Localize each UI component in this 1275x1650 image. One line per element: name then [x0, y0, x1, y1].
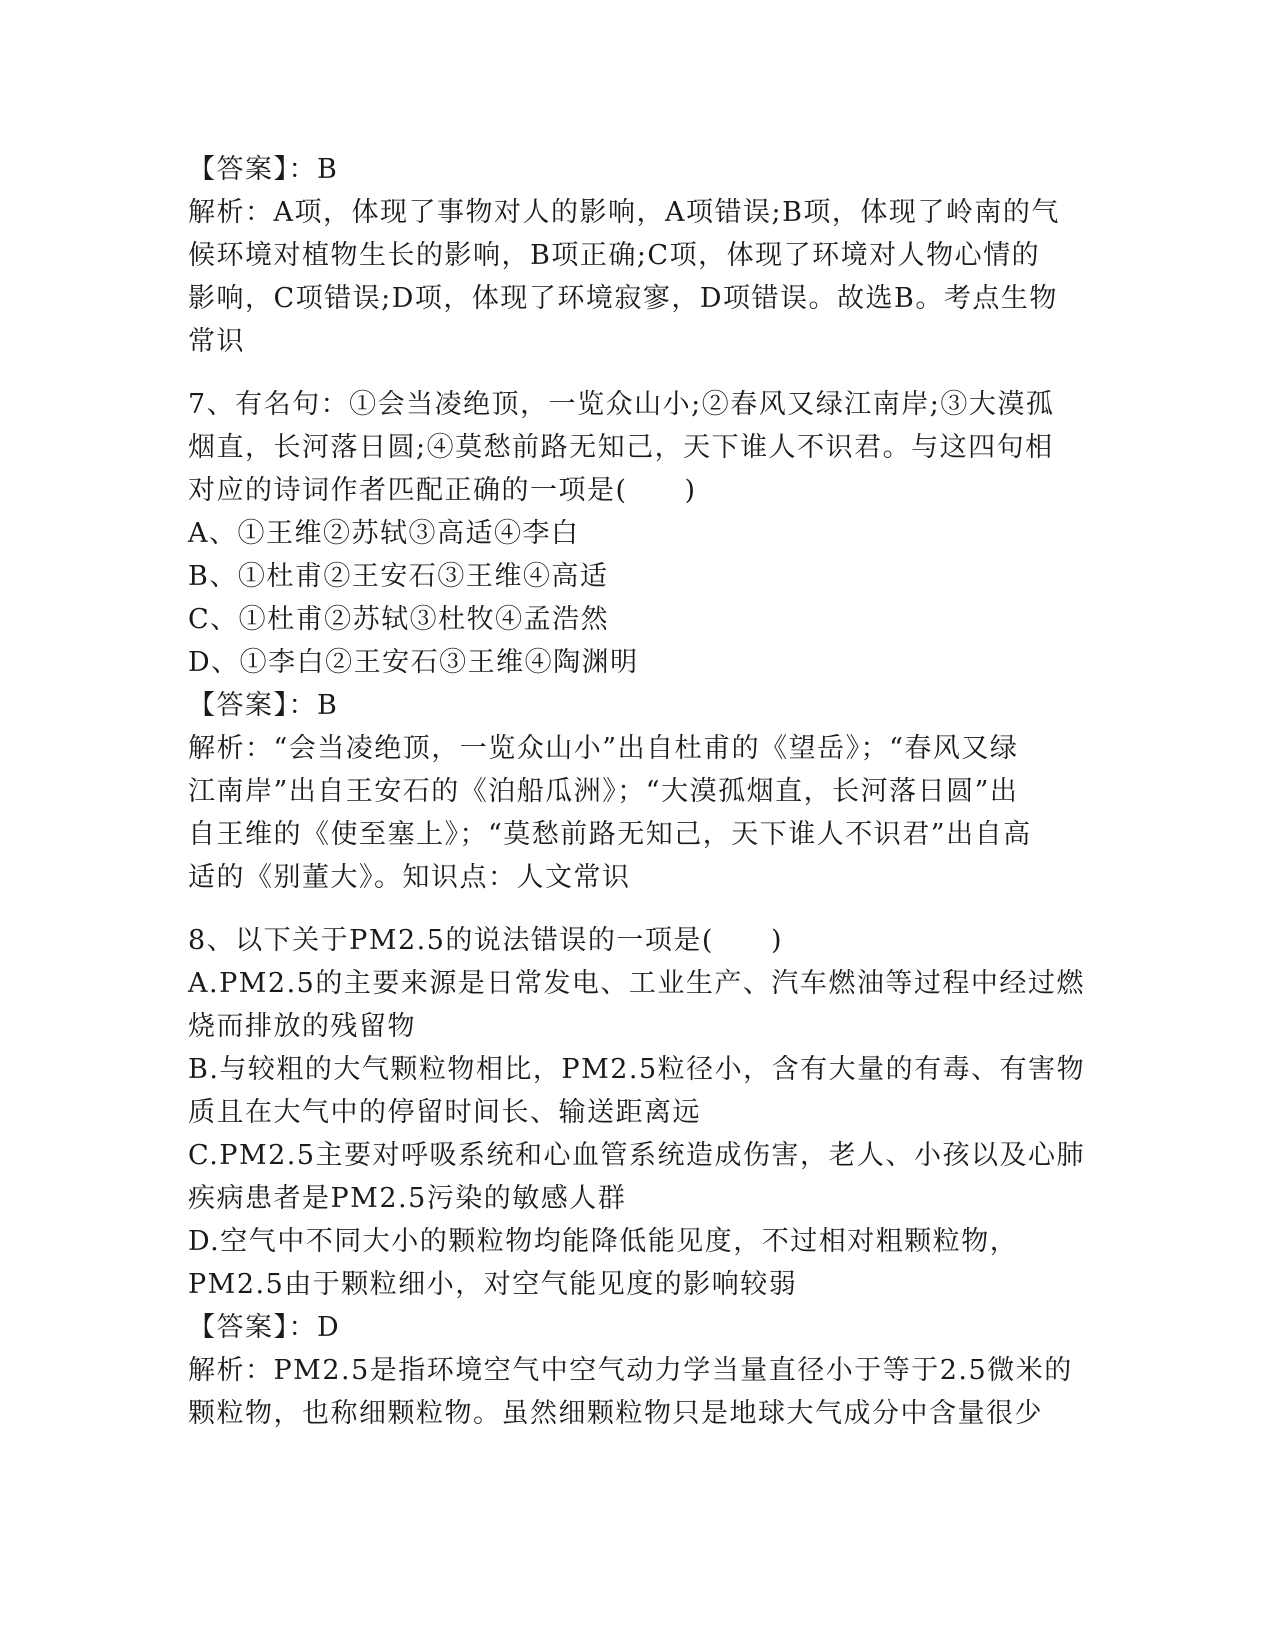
analysis-line: 适的《别董大》。知识点：人文常识	[188, 862, 631, 893]
question-stem: 8、以下关于PM2.5的说法错误的一项是( )	[188, 925, 783, 956]
answer-label: 【答案】：B	[188, 690, 339, 721]
question-stem: 对应的诗词作者匹配正确的一项是( )	[188, 475, 697, 506]
analysis-line: 颗粒物，也称细颗粒物。虽然细颗粒物只是地球大气成分中含量很少	[188, 1398, 1043, 1429]
analysis-line: 候环境对植物生长的影响，B项正确;C项，体现了环境对人物心情的	[188, 240, 1041, 271]
question-stem: 7、有名句：①会当凌绝顶，一览众山小;②春风又绿江南岸;③大漠孤	[188, 389, 1055, 420]
question-stem: 烟直，长河落日圆;④莫愁前路无知己，天下谁人不识君。与这四句相	[188, 432, 1054, 463]
analysis-line: 江南岸”出自王安石的《泊船瓜洲》；“大漠孤烟直，长河落日圆”出	[188, 776, 1019, 807]
option-c: 疾病患者是PM2.5污染的敏感人群	[188, 1183, 627, 1214]
analysis-line: 自王维的《使至塞上》；“莫愁前路无知己，天下谁人不识君”出自高	[188, 819, 1032, 850]
option-d: D.空气中不同大小的颗粒物均能降低能见度，不过相对粗颗粒物，	[188, 1226, 1019, 1257]
option-a: A.PM2.5的主要来源是日常发电、工业生产、汽车燃油等过程中经过燃	[188, 968, 1085, 999]
option-d: D、①李白②王安石③王维④陶渊明	[188, 647, 639, 678]
analysis-line: 解析：A项，体现了事物对人的影响，A项错误;B项，体现了岭南的气	[188, 197, 1060, 228]
document-page	[188, 148, 1088, 1435]
spacer	[188, 363, 1088, 383]
question-8	[188, 919, 1088, 1435]
option-a: 烧而排放的残留物	[188, 1011, 416, 1042]
answer-label: 【答案】：B	[188, 154, 339, 185]
answer-label: 【答案】：D	[188, 1312, 341, 1343]
option-b: B.与较粗的大气颗粒物相比，PM2.5粒径小，含有大量的有毒、有害物	[188, 1054, 1086, 1085]
option-a: A、①王维②苏轼③高适④李白	[188, 518, 580, 549]
spacer	[188, 899, 1088, 919]
option-d: PM2.5由于颗粒细小，对空气能见度的影响较弱	[188, 1269, 798, 1300]
option-c: C、①杜甫②苏轼③杜牧④孟浩然	[188, 604, 610, 635]
analysis-line: 影响，C项错误;D项，体现了环境寂寥，D项错误。故选B。考点生物	[188, 283, 1058, 314]
answer-block-prev	[188, 148, 1088, 363]
option-b: 质且在大气中的停留时间长、输送距离远	[188, 1097, 701, 1128]
analysis-line: 解析：PM2.5是指环境空气中空气动力学当量直径小于等于2.5微米的	[188, 1355, 1073, 1386]
analysis-line: 常识	[188, 326, 245, 357]
option-b: B、①杜甫②王安石③王维④高适	[188, 561, 609, 592]
option-c: C.PM2.5主要对呼吸系统和心血管系统造成伤害，老人、小孩以及心肺	[188, 1140, 1086, 1171]
analysis-line: 解析：“会当凌绝顶，一览众山小”出自杜甫的《望岳》；“春风又绿	[188, 733, 1019, 764]
question-7	[188, 383, 1088, 899]
